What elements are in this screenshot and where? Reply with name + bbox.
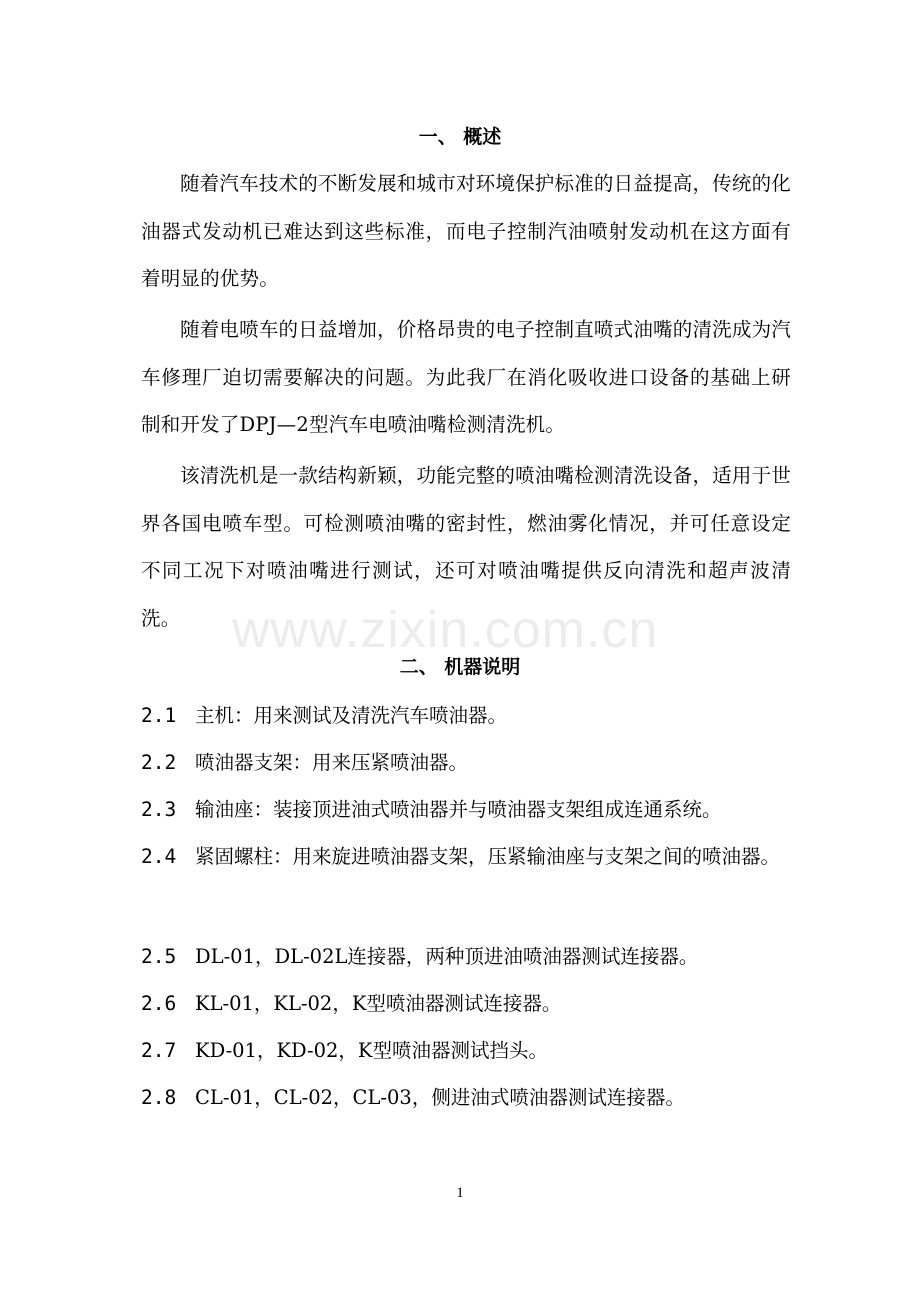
item-text: CL-01，CL-02，CL-03，侧进油式喷油器测试连接器。 (195, 1086, 685, 1109)
item-number: 2.7 (141, 1039, 177, 1062)
item-number: 2.1 (141, 704, 177, 727)
list-item (141, 1074, 796, 1122)
paragraph-2: 随着电喷车的日益增加，价格昂贵的电子控制直喷式油嘴的清洗成为汽车修理厂迫切需要解决的问题。为此我厂在消化吸收进口设备的基础上研制和开发了DPJ—2型汽车电喷油嘴检测清洗机。 (141, 318, 791, 436)
item-number: 2.5 (141, 945, 177, 968)
list-item (141, 833, 796, 881)
item-text: KL-01，KL-02，K型喷油器测试连接器。 (195, 992, 562, 1015)
item-text: 紧固螺柱：用来旋进喷油器支架，压紧输油座与支架之间的喷油器。 (195, 845, 781, 868)
item-text: 喷油器支架：用来压紧喷油器。 (195, 751, 469, 774)
paragraph-1: 随着汽车技术的不断发展和城市对环境保护标准的日益提高，传统的化油器式发动机已难达到这些标准，而电子控制汽油喷射发动机在这方面有着明显的优势。 (141, 172, 791, 290)
list-item (141, 692, 796, 740)
list-item (141, 1027, 796, 1075)
list-item (141, 933, 796, 981)
list-item (141, 739, 796, 787)
item-text: DL-01，DL-02L连接器，两种顶进油喷油器测试连接器。 (195, 945, 699, 968)
section-1-title: 一、 概述 (418, 126, 502, 148)
item-number: 2.8 (141, 1086, 177, 1109)
watermark: www.zixin.com.cn (232, 601, 659, 659)
item-number: 2.4 (141, 845, 177, 868)
item-text: 主机：用来测试及清洗汽车喷油器。 (195, 704, 508, 727)
section-2-title: 二、 机器说明 (399, 656, 521, 678)
list-item (141, 786, 796, 834)
item-number: 2.6 (141, 992, 177, 1015)
list-item (141, 980, 796, 1028)
paragraph-3: 该清洗机是一款结构新颖，功能完整的喷油嘴检测清洗设备，适用于世界各国电喷车型。可检测喷油嘴的密封性，燃油雾化情况，并可任意设定不同工况下对喷油嘴进行测试，还可对喷油嘴提供反向清洗和超声波清洗。 (141, 464, 791, 630)
item-text: 输油座：装接顶进油式喷油器并与喷油器支架组成连通系统。 (195, 798, 722, 821)
item-text: KD-01，KD-02，K型喷油器测试挡头。 (195, 1039, 548, 1062)
item-number: 2.3 (141, 798, 177, 821)
page-number: 1 (456, 1185, 464, 1201)
item-number: 2.2 (141, 751, 177, 774)
